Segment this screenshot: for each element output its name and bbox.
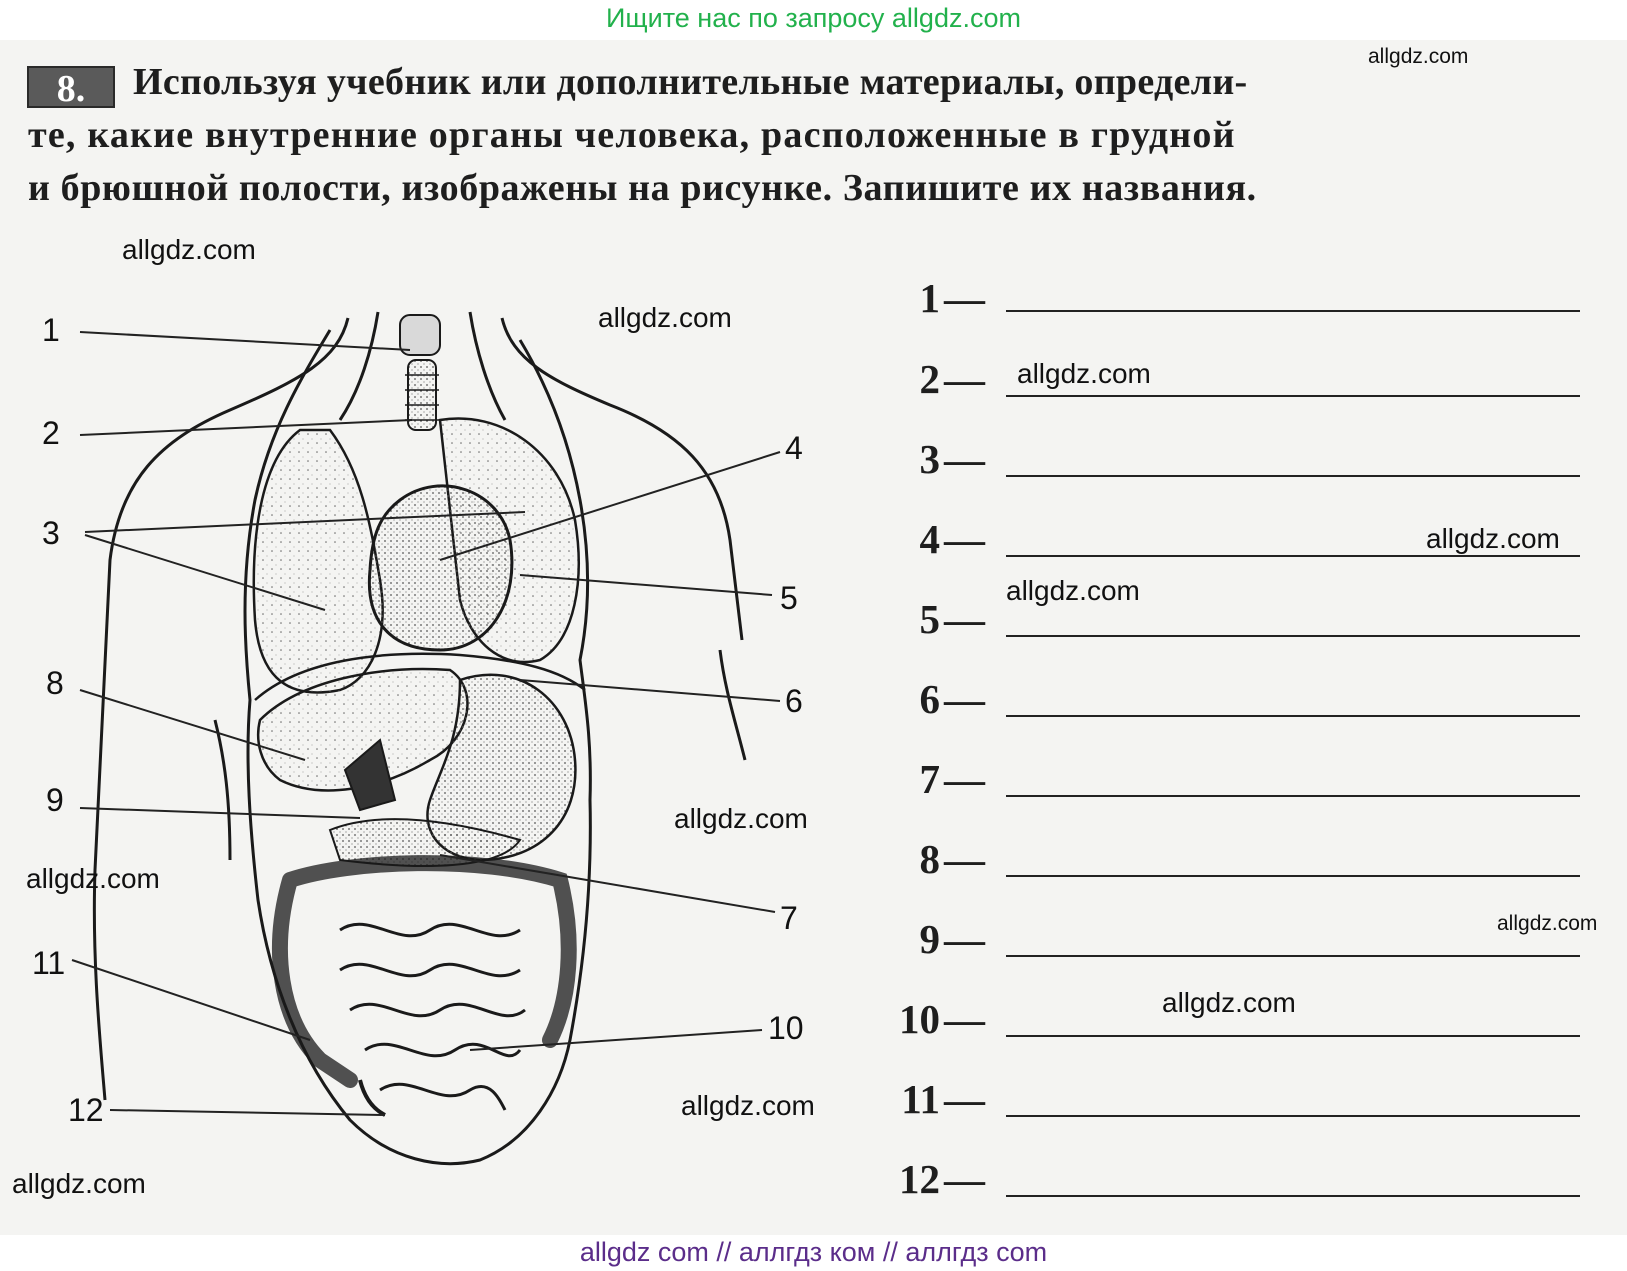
watermark: allgdz.com <box>674 803 808 834</box>
answer-line-7[interactable] <box>1006 795 1580 797</box>
figure-label-3: 3 <box>42 515 60 551</box>
answer-number: 3 <box>919 436 940 482</box>
figure-label-5: 5 <box>780 580 798 616</box>
answer-number: 12 <box>899 1156 940 1202</box>
answer-line-3[interactable] <box>1006 475 1580 477</box>
bottom-banner <box>0 1235 1627 1271</box>
answer-line-10[interactable] <box>1006 1035 1580 1037</box>
answer-dash: — <box>944 1156 985 1202</box>
answer-line-12[interactable] <box>1006 1195 1580 1197</box>
answer-number: 2 <box>919 356 940 402</box>
answer-line-2[interactable] <box>1006 395 1580 397</box>
bottom-banner-text[interactable]: allgdz com // аллгдз ком // аллгдз com <box>579 1237 1048 1267</box>
figure-label-11: 11 <box>32 945 66 981</box>
answer-number: 8 <box>919 836 940 882</box>
watermark: allgdz.com <box>12 1168 146 1199</box>
top-banner-text[interactable]: Ищите нас по запросу allgdz.com <box>606 3 1021 33</box>
answer-row-3 <box>870 435 1580 495</box>
figure-label-6: 6 <box>785 683 803 719</box>
answer-row-1 <box>870 274 1580 334</box>
answer-row-9 <box>870 915 1580 975</box>
answer-number: 11 <box>901 1076 940 1122</box>
answer-line-4[interactable] <box>1006 555 1580 557</box>
figure-label-1: 1 <box>42 312 60 348</box>
watermark: allgdz.com <box>1162 987 1296 1018</box>
trachea <box>400 315 440 430</box>
answer-dash: — <box>944 436 985 482</box>
answer-number: 7 <box>919 756 940 802</box>
answer-line-11[interactable] <box>1006 1115 1580 1117</box>
answer-line-8[interactable] <box>1006 875 1580 877</box>
answer-row-5 <box>870 595 1580 655</box>
answer-row-7 <box>870 755 1580 815</box>
figure-label-8: 8 <box>46 665 64 701</box>
answer-number: 6 <box>919 676 940 722</box>
figure-label-9: 9 <box>46 782 64 818</box>
answer-number: 4 <box>919 516 940 562</box>
task-number-badge: 8. <box>27 66 115 108</box>
task-text-line-3: и брюшной полости, изображены на рисунке. Запишите их названия. <box>28 167 1257 209</box>
watermark: allgdz.com <box>1426 523 1560 554</box>
answer-number: 1 <box>919 275 940 321</box>
answer-line-6[interactable] <box>1006 715 1580 717</box>
figure-label-12: 12 <box>68 1092 104 1128</box>
answer-line-1[interactable] <box>1006 310 1580 312</box>
figure-label-4: 4 <box>785 430 803 466</box>
answer-dash: — <box>944 1076 985 1122</box>
answer-dash: — <box>944 756 985 802</box>
figure-label-10: 10 <box>768 1010 804 1046</box>
answer-row-6 <box>870 675 1580 735</box>
answer-dash: — <box>944 596 985 642</box>
answer-dash: — <box>944 356 985 402</box>
answer-row-8 <box>870 835 1580 895</box>
watermark: allgdz.com <box>1497 912 1598 935</box>
small-intestine <box>340 924 525 1110</box>
answer-dash: — <box>944 836 985 882</box>
watermark: allgdz.com <box>1368 45 1469 68</box>
appendix <box>360 1080 385 1115</box>
answer-number: 9 <box>919 916 940 962</box>
answer-dash: — <box>944 916 985 962</box>
heart <box>369 486 512 650</box>
answer-number: 5 <box>919 596 940 642</box>
watermark: allgdz.com <box>1017 358 1151 389</box>
watermark: allgdz.com <box>681 1090 815 1121</box>
watermark: allgdz.com <box>26 863 160 894</box>
task-text-line-2: те, какие внутренние органы человека, расположенные в грудной <box>28 114 1236 156</box>
figure-label-7: 7 <box>780 900 798 936</box>
answer-number: 10 <box>899 996 940 1042</box>
answer-dash: — <box>944 275 985 321</box>
answer-line-9[interactable] <box>1006 955 1580 957</box>
anatomy-figure <box>0 280 820 1200</box>
answer-dash: — <box>944 676 985 722</box>
answer-dash: — <box>944 516 985 562</box>
answer-row-12 <box>870 1155 1580 1215</box>
top-banner <box>0 0 1627 40</box>
answer-line-5[interactable] <box>1006 635 1580 637</box>
watermark: allgdz.com <box>122 234 256 265</box>
figure-label-2: 2 <box>42 415 60 451</box>
watermark: allgdz.com <box>1006 575 1140 606</box>
answer-row-11 <box>870 1075 1580 1135</box>
task-text-line-1: Используя учебник или дополнительные материалы, определи- <box>133 61 1248 103</box>
answer-dash: — <box>944 996 985 1042</box>
answer-row-2 <box>870 355 1580 415</box>
watermark: allgdz.com <box>598 302 732 333</box>
